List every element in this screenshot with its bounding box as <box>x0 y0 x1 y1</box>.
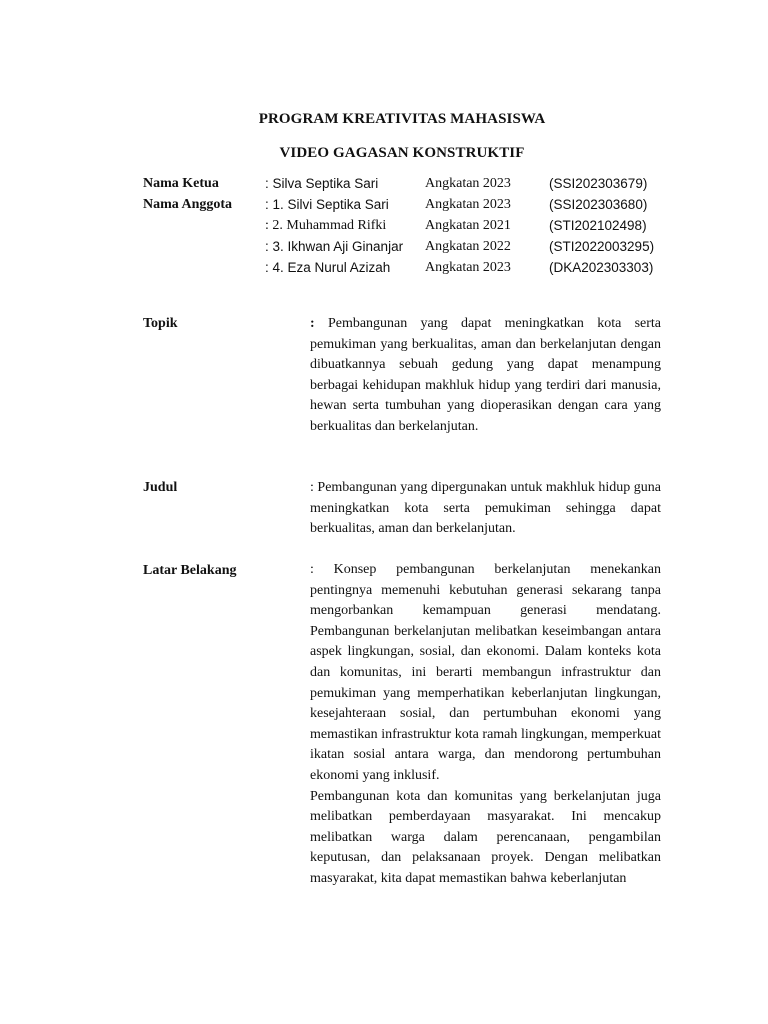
member-row-4 <box>0 260 768 280</box>
latar-belakang-text <box>310 560 661 890</box>
judul-text <box>310 478 661 540</box>
member-angkatan: Angkatan 2023 <box>425 197 511 212</box>
member-name: : 4. Eza Nurul Azizah <box>265 260 391 275</box>
member-row-ketua <box>0 176 768 196</box>
member-name: : 3. Ikhwan Aji Ginanjar <box>265 239 404 254</box>
latar-belakang-label: Latar Belakang <box>143 563 237 578</box>
topik-text <box>310 314 661 438</box>
member-angkatan: Angkatan 2023 <box>425 260 511 275</box>
member-angkatan: Angkatan 2023 <box>425 176 511 191</box>
judul-body: : Pembangunan yang dipergunakan untuk makhluk hidup guna meningkatkan kota serta pemukiman sehingga dapat berkualitas, aman dan berkelanjutan. <box>310 480 661 537</box>
document-title: PROGRAM KREATIVITAS MAHASISWA <box>258 111 546 127</box>
member-label: Nama Ketua <box>143 176 219 191</box>
topik-body: Pembangunan yang dapat meningkatkan kota serta pemukiman yang berkualitas, aman dan berkelanjutan dengan dibuatkannya sebuah gedung yang dapat menampung berbagai kehidupan makhluk hidup yang terdiri dari manusia, hewan serta tumbuhan yang dioperasikan dengan cara yang berkualitas dan berkelanjutan. <box>310 316 661 434</box>
member-angkatan: Angkatan 2022 <box>425 239 511 254</box>
member-label: Nama Anggota <box>143 197 233 212</box>
topik-label: Topik <box>143 316 178 331</box>
member-name: : 1. Silvi Septika Sari <box>265 197 389 212</box>
member-id: (STI2022003295) <box>549 239 655 254</box>
latar-paragraph-2: Pembangunan kota dan komunitas yang berkelanjutan juga melibatkan pemberdayaan masyarakat. Ini mencakup melibatkan warga dalam perencanaan, pengambilan keputusan, dan pelaksanaan proyek. Dengan melibatkan masyarakat, kita dapat memastikan bahwa keberlanjutan <box>310 788 661 886</box>
member-name: : Silva Septika Sari <box>265 176 379 191</box>
member-id: (SSI202303680) <box>549 197 648 212</box>
member-id: (DKA202303303) <box>549 260 654 275</box>
member-name: : 2. Muhammad Rifki <box>265 218 387 233</box>
latar-paragraph-1: : Konsep pembangunan berkelanjutan menekankan pentingnya memenuhi kebutuhan generasi sekarang tanpa mengorbankan kemampuan generasi mendatang. Pembangunan berkelanjutan melibatkan keseimbangan antara aspek lingkungan, sosial, dan ekonomi. Dalam konteks kota dan komunitas, ini berarti membangun infrastruktur dan pemukiman yang memperhatikan keberlanjutan lingkungan, kesejahteraan sosial, dan pertumbuhan ekonomi yang memastikan infrastruktur kota ramah lingkungan, memperkuat ikatan sosial antara warga, dan mendorong pertumbuhan ekonomi yang inklusif. <box>310 562 661 783</box>
member-row-3 <box>0 239 768 259</box>
member-row-1 <box>0 197 768 217</box>
judul-label: Judul <box>143 480 178 495</box>
topik-colon: : <box>310 316 315 331</box>
member-angkatan: Angkatan 2021 <box>425 218 511 233</box>
member-id: (STI202102498) <box>549 218 647 233</box>
member-id: (SSI202303679) <box>549 176 648 191</box>
document-subtitle: VIDEO GAGASAN KONSTRUKTIF <box>279 145 525 161</box>
member-row-2 <box>0 218 768 238</box>
